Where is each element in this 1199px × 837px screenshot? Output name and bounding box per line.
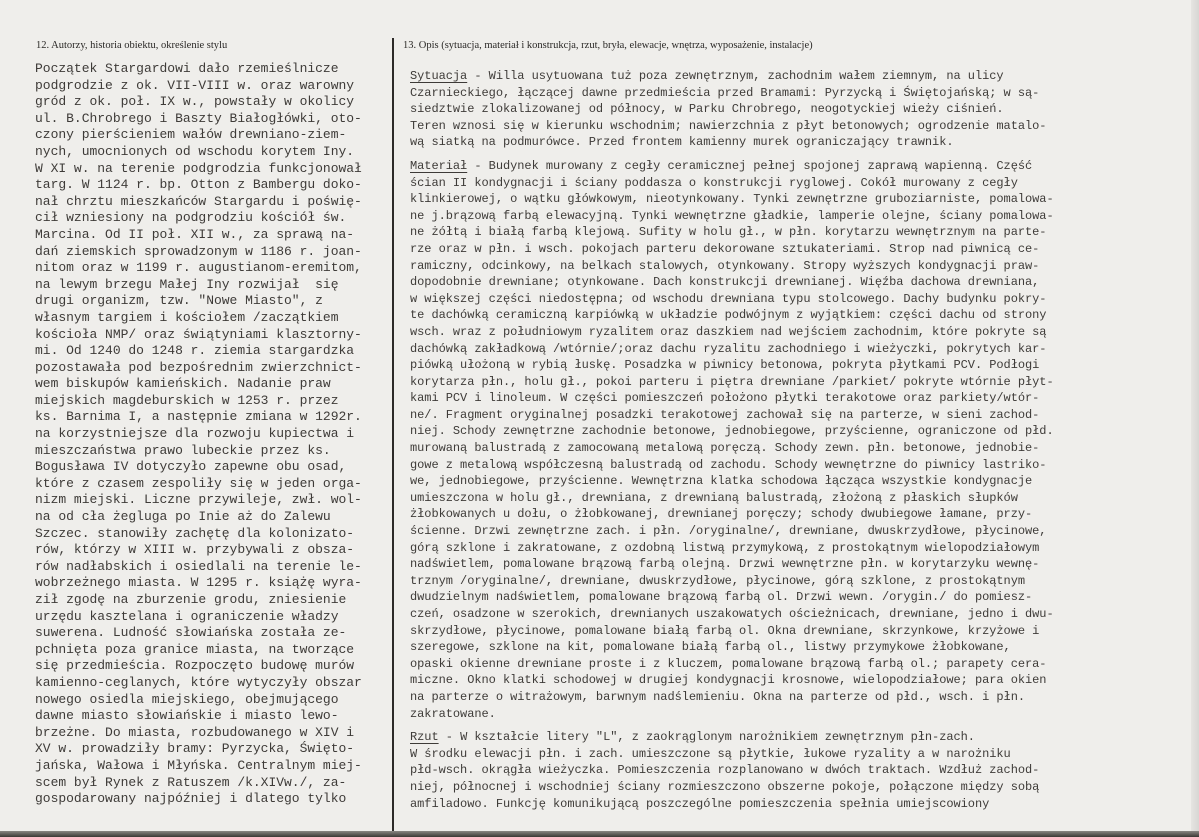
description-text-column: [410, 68, 1054, 819]
text-line: ścian II kondygnacji i ściany poddasza o konstrukcji ryglowej. Cokół murowany z cegły: [410, 175, 1018, 190]
text-line: piówką ułożoną w rybią łuskę. Posadzka w piwnicy betonowa, pokryta płytkami PCV. Podłogi: [410, 358, 1040, 373]
text-line: Marcina. Od II poł. XII w., za sprawą na-: [35, 226, 355, 242]
text-line: XV w. prowadziły bramy: Pyrzycka, Święto-: [35, 741, 355, 757]
text-line: Czarnieckiego, łączącej dawne przedmieścia przed Bramami: Pyrzycką i Świętojańską; w są-: [410, 85, 1040, 100]
text-line: ramiczny, odcinkowy, na belkach stalowych, otynkowany. Stropy wyższych kondygnacji praw-: [410, 258, 1040, 273]
text-line: ul. B.Chrobrego i Baszty Białogłówki, oto-: [35, 110, 362, 126]
text-line: rów, którzy w XIII w. przybywali z obsza-: [35, 542, 355, 558]
text-line: jańska, Wałowa i Młyńska. Centralnym miej-: [35, 757, 362, 773]
text-line: [410, 68, 1054, 85]
text-line: pozostawała pod bezpośrednim zwierzchnict-: [35, 359, 362, 375]
text-line: zakratowane.: [410, 706, 496, 721]
text-line: nych, umocnionych od wschodu korytem Iny.: [35, 143, 355, 159]
text-line: amfiladowo. Funkcję komunikującą poszczególne pomieszczenia spełnia umiejscowiony: [410, 796, 990, 811]
text-line: wą siatką na podmurówce. Przed frontem kamienny murek ograniczający trawnik.: [410, 135, 954, 150]
section-12-header: 12. Autorzy, historia obiektu, określenie stylu: [36, 40, 228, 51]
text-line: Bogusława IV dotyczyło zapewne obu osad,: [35, 459, 347, 475]
text-line: trznym /oryginalne/, drewniane, dwuskrzydłowe, płycinowe, górą szklone, z prostokątnym: [410, 573, 1026, 588]
text-line: nitom oraz w 1199 r. augustianom-eremitom,: [35, 260, 362, 276]
text-line: mieszczaństwa prawo lubeckie przez ks.: [35, 442, 331, 458]
text-line: na od cła żegluga po Inie aż do Zalewu: [35, 509, 331, 525]
text-line: dachówką zakładkową /wtórnie/;oraz dachu ryzalitu zachodniego i wieżyczki, pokrytych kar-: [410, 341, 1047, 356]
text-line: Szczec. stanowiły zachętę dla kolonizato-: [35, 525, 355, 541]
text-line: gród z ok. poł. IX w., powstały w okolicy: [35, 94, 355, 110]
text-line: szeregowe, szklone na kit, pomalowane białą farbą ol., listwy przymykowe żłobkowane,: [410, 640, 1011, 655]
history-text-column: [35, 61, 362, 808]
text-fragment: - Willa usytuowana tuż poza zewnętrznym, zachodnim wałem ziemnym, na ulicy: [467, 69, 1004, 83]
text-line: [410, 158, 1054, 175]
text-line: te dachówką ceramiczną karpiówką w układzie podwójnym z wyjątkiem: części dachu od strony: [410, 308, 1047, 323]
text-line: miejskich magdeburskich w 1253 r. przez: [35, 392, 339, 408]
text-line: Teren wznosi się w kierunku wschodnim; nawierzchnia z płyt betonowych; ogrodzenie matalo-: [410, 118, 1047, 133]
text-line: dwudzielnym nadświetlem, pomalowane brązową farbą ol. Drzwi wewn. /orygin./ do pomiesz-: [410, 590, 1033, 605]
text-line: drugi organizm, tzw. "Nowe Miasto", z: [35, 293, 323, 309]
page-edge-right: [1191, 0, 1199, 837]
text-line: nał chrztu mieszkańców Stargardu i poświę-: [35, 193, 362, 209]
text-line: we, jednobiegowe, przyścienne. Wewnętrzna klatka schodowa łącząca wszystkie kondygnacje: [410, 474, 1033, 489]
text-line: nowego osiedla miejskiego, obejmującego: [35, 691, 339, 707]
text-line: brzeżne. Do miasta, rozbudowanego w XIV i: [35, 724, 355, 740]
section-title: Sytuacja: [410, 69, 468, 83]
text-line: pchnięta poza granice miasta, na tworzące: [35, 641, 355, 657]
text-line: ks. Barnima I, a następnie zmiana w 1292r.: [35, 409, 362, 425]
text-line: murowaną balustradą z zamocowaną metalową poręczą. Schody zewn. płn. betonowe, jednobie-: [410, 441, 1040, 456]
text-line: czeń, osadzone w szerokich, drewnianych uszakowatych ościeżnicach, drewniane, jedno i dwu-: [410, 607, 1054, 621]
text-line: które z czasem zespoliły się w jeden orga-: [35, 475, 362, 491]
text-line: w większej części niedostępna; od wschodu drewniana typu stolcowego. Dachy budynku pokry-: [410, 291, 1047, 306]
text-line: ścienne. Drzwi zewnętrzne zach. i płn. /oryginalne/, drewniane, dwuskrzydłowe, płycinowe,: [410, 524, 1047, 539]
text-line: czony pierścieniem wałów drewniano-ziem-: [35, 127, 347, 143]
text-line: ne j.brązową farbą elewacyjną. Tynki wewnętrzne gładkie, lamperie olejne, ściany pomalowa-: [410, 208, 1054, 223]
section-materia: [410, 158, 1054, 722]
text-line: kościoła NMP/ oraz świątyniami klasztorny-: [35, 326, 362, 342]
text-fragment: - Budynek murowany z cegły ceramicznej pełnej spojonej zaprawą wapienną. Część: [467, 158, 1033, 173]
section-sytuacja: [410, 68, 1054, 151]
text-line: nadświetlem, pomalowane brązową farbą olejną. Drzwi wewnętrzne płn. w korytarzyku wewnę-: [410, 557, 1040, 572]
text-line: ne żółtą i białą farbą klejową. Sufity w holu gł., w płn. korytarzu wewnętrznym na parte-: [410, 225, 1047, 240]
text-line: żłobkowanych u dołu, o żłobkowanej, drewnianej poręczy; schody dwubiegowe łamane, przy-: [410, 507, 1033, 522]
text-line: siedztwie zlokalizowanej od północy, w Parku Chrobrego, neogotyckiej wieży ciśnień.: [410, 102, 1004, 117]
text-line: miczne. Okno klatki schodowej w drugiej kondygnacji krosnowe, wielopodziałowe; para okien: [410, 673, 1047, 688]
text-line: suwerena. Ludność słowiańska została ze-: [35, 625, 347, 641]
text-line: się przedmieścia. Rozpoczęto budowę murów: [35, 658, 355, 674]
text-line: na lewym brzegu Małej Iny rozwijał się: [35, 276, 339, 292]
text-line: ził zgodę na zburzenie grodu, zniesienie: [35, 592, 347, 607]
text-line: targ. W 1124 r. bp. Otton z Bambergu doko-: [35, 177, 362, 193]
text-line: własnym targiem i kościołem /zaczątkiem: [35, 309, 339, 325]
section-13-header: 13. Opis (sytuacja, materiał i konstrukcja, rzut, bryła, elewacje, wnętrza, wyposażenie, instalacje): [403, 40, 813, 51]
text-line: gospodarowany najpóźniej i dlatego tylko: [35, 791, 347, 807]
text-line: urzędu kasztelana i ograniczenie władzy: [35, 608, 339, 624]
text-line: gowe z metalową współczesną balustradą od zachodu. Schody wewnętrzne do piwnicy lastriko-: [410, 457, 1047, 472]
text-line: Początek Stargardowi dało rzemieślnicze: [35, 61, 339, 76]
text-line: niej. Schody zewnętrzne zachodnie betonowe, jednobiegowe, przyścienne, ograniczone od płd.: [410, 424, 1054, 439]
section-title: Materiał: [410, 158, 468, 173]
text-line: na parterze o witrażowym, barwnym nadślemieniu. Okna na parterze od płd., wsch. i płn.: [410, 689, 1026, 704]
text-line: dawne miasto słowiańskie i miasto lewo-: [35, 708, 339, 724]
text-line: klinkierowej, o wątku główkowym, nieotynkowany. Tynki zewnętrzne gruboziarniste, pomalowa-: [410, 192, 1054, 207]
text-line: rze oraz w płn. i wsch. pokojach parteru dekorowane sztukateriami. Strop nad piwnicą ce-: [410, 241, 1040, 256]
text-line: korytarza płn., holu gł., pokoi parteru i piętra drewniane /parkiet/ pokryte wtórnie płyt-: [410, 374, 1054, 389]
text-line: opaski okienne drewniane proste i z kluczem, pomalowane brązową farbą ol.; parapety cera-: [410, 656, 1047, 671]
text-line: umieszczona w holu gł., drewniana, z drewnianą balustradą, złożoną z płaskich słupków: [410, 490, 1018, 505]
text-line: wobrzeżnego miasta. W 1295 r. książę wyra-: [35, 575, 362, 591]
text-line: wem biskupów kamieńskich. Nadanie praw: [35, 376, 331, 392]
text-line: dopodobnie drewniane; otynkowane. Dach konstrukcji drewnianej. Więźba dachowa drewniana,: [410, 275, 1040, 290]
text-line: scem był Rynek z Ratuszem /k.XIVw./, za-: [35, 774, 347, 790]
section-rzut: [410, 729, 1054, 812]
text-line: podgrodzie z ok. VII-VIII w. oraz warowny: [35, 77, 355, 93]
section-title: Rzut: [410, 730, 439, 745]
text-line: W środku elewacji płn. i zach. umieszczone są płytkie, łukowe ryzality a w narożniku: [410, 746, 1011, 761]
text-line: kamienno-ceglanych, które wytyczyły obszar: [35, 674, 362, 690]
text-line: skrzydłowe, płycinowe, pomalowane białą farbą ol. Okna drewniane, skrzynkowe, krzyżowe i: [410, 623, 1040, 638]
text-line: [410, 729, 1054, 746]
column-divider: [392, 38, 394, 833]
text-line: płd-wsch. okrągła wieżyczka. Pomieszczenia rozplanowano w dwóch traktach. Wzdłuż zachod-: [410, 763, 1040, 778]
text-line: W XI w. na terenie podgrodzia funkcjonował: [35, 160, 362, 176]
text-line: dań ziemskich sprowadzonym w 1186 r. joan-: [35, 243, 362, 259]
text-line: na korzystniejsze dla rozwoju kupiectwa i: [35, 426, 355, 442]
text-line: mi. Od 1240 do 1248 r. ziemia stargardzka: [35, 343, 355, 359]
page-edge-bottom: [0, 831, 1199, 837]
text-fragment: - W kształcie litery "L", z zaokrąglonym narożnikiem zewnętrznym płn-zach.: [438, 730, 975, 745]
text-line: wsch. wraz z południowym ryzalitem oraz daszkiem nad wejściem zachodnim, które pokryte są: [410, 324, 1047, 339]
text-line: niej, północnej i wschodniej ściany rozmieszczono obszerne pokoje, połączone między sobą: [410, 779, 1040, 794]
text-line: kami PCV i linoleum. W części pomieszczeń położono płytki terakotowe oraz parkiety/wtór-: [410, 391, 1040, 406]
text-line: cił wzniesiony na podgrodziu kościół św.: [35, 210, 347, 226]
text-line: ne/. Fragment oryginalnej posadzki terakotowej zachował się na parterze, w sieni zachod-: [410, 407, 1040, 422]
text-line: rów nadłabskich i osiedlali na terenie le-: [35, 558, 362, 574]
text-line: górą szklone i zakratowane, z ozdobną listwą przymykową, z prostokątnym wielopodziałowym: [410, 540, 1040, 555]
text-line: nizm miejski. Liczne przywileje, zwł. wol-: [35, 492, 362, 508]
